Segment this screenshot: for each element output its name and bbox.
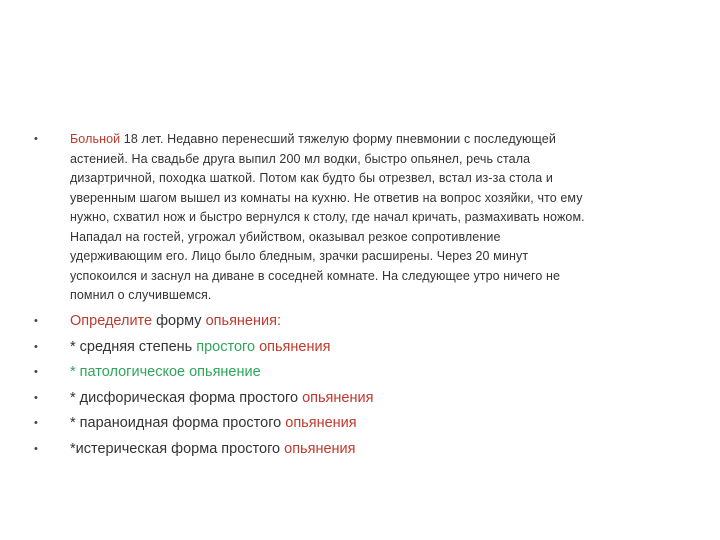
option-item[interactable]	[30, 360, 670, 386]
bullet-icon: •	[34, 391, 38, 404]
option-prefix: * параноидная форма простого	[70, 415, 286, 431]
case-line: астенией. На свадьбе друга выпил 200 мл водки, быстро опьянел, речь стала	[70, 151, 531, 166]
option-item[interactable]	[30, 411, 670, 437]
question-part-2: форму	[152, 313, 206, 329]
option-item[interactable]	[30, 386, 670, 412]
case-line: успокоился и заснул на диване в соседней комнате. На следующее утро ничего не	[70, 268, 561, 283]
question-part-3: опьянения:	[205, 313, 281, 329]
question-part-1: Определите	[70, 313, 153, 329]
question-prompt	[30, 309, 670, 335]
bullet-icon: •	[34, 442, 38, 455]
option-highlight: патологическое опьянение	[79, 364, 261, 380]
option-accent: опьянения	[285, 415, 357, 431]
case-first-line-rest: 18 лет. Недавно перенесший тяжелую форму пневмонии с последующей	[120, 132, 556, 146]
bullet-icon: •	[34, 366, 38, 378]
case-line: нужно, схватил нож и быстро вернулся к столу, где начал кричать, размахивать ножом.	[70, 210, 585, 224]
bullet-icon: •	[34, 133, 38, 145]
case-line: Нападал на гостей, угрожал убийством, оказывал резкое сопротивление	[70, 229, 501, 244]
option-prefix: *	[70, 364, 80, 380]
option-item[interactable]	[30, 437, 670, 463]
case-first-word: Больной	[70, 132, 121, 146]
case-text	[70, 130, 670, 306]
case-description	[30, 130, 670, 306]
option-prefix: * средняя степень	[70, 338, 197, 355]
option-accent: опьянения	[302, 389, 374, 406]
option-prefix: * дисфорическая форма простого	[70, 389, 303, 406]
option-accent: опьянения	[259, 338, 331, 355]
option-highlight: простого	[196, 338, 256, 355]
option-prefix: *истерическая форма простого	[70, 440, 285, 457]
bullet-icon: •	[34, 315, 38, 327]
option-accent: опьянения	[284, 440, 356, 457]
case-line: уверенным шагом вышел из комнаты на кухню. Не ответив на вопрос хозяйки, что ему	[70, 190, 583, 205]
case-line: удерживающим его. Лицо было бледным, зрачки расширены. Через 20 минут	[70, 249, 529, 263]
answer-options	[30, 309, 670, 462]
bullet-icon: •	[34, 417, 38, 429]
bullet-icon: •	[34, 340, 38, 353]
case-line: дизартричной, походка шаткой. Потом как будто бы отрезвел, встал из-за стола и	[70, 171, 554, 185]
case-line: помнил о случившемся.	[70, 288, 212, 302]
option-item[interactable]	[30, 335, 670, 361]
case-line-1	[70, 130, 670, 150]
case-bullet-item	[30, 130, 670, 306]
